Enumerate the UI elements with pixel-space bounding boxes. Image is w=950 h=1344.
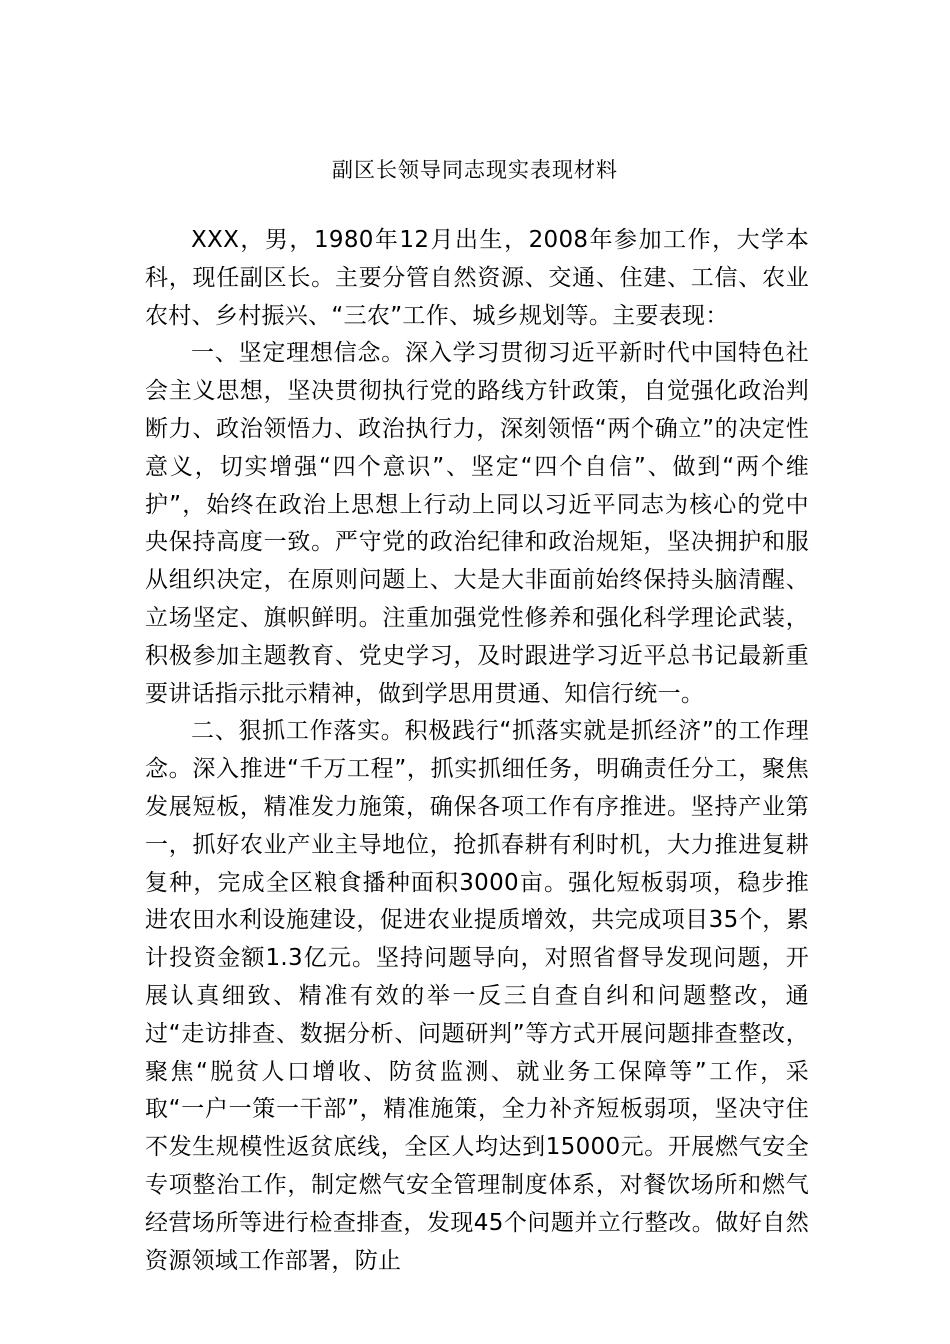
document-body [145, 222, 809, 1280]
paragraph-intro: XXX，男，1980年12月出生，2008年参加工作，大学本科，现任副区长。主要分管自然资源、交通、住建、工信、农业农村、乡村振兴、“三农”工作、城乡规划等。主要表现： [145, 227, 809, 329]
document-title: 副区长领导同志现实表现材料 [332, 158, 618, 182]
paragraph-ideals: 一、坚定理想信念。深入学习贯彻习近平新时代中国特色社会主义思想，坚决贯彻执行党的路线方针政策，自觉强化政治判断力、政治领悟力、政治执行力，深刻领悟“两个确立”的决定性意义，切实增强“四个意识”、坚定“四个自信”、做到“两个维护”，始终在政治上思想上行动上同以习近平同志为核心的党中央保持高度一致。严守党的政治纪律和政治规矩，坚决拥护和服从组织决定，在原则问题上、大是大非面前始终保持头脑清醒、立场坚定、旗帜鲜明。注重加强党性修养和强化科学理论武装，积极参加主题教育、党史学习，及时跟进学习近平总书记最新重要讲话指示批示精神，做到学思用贯通、知信行统一。 [145, 340, 809, 707]
paragraph-work: 二、狠抓工作落实。积极践行“抓落实就是抓经济”的工作理念。深入推进“千万工程”，抓实抓细任务，明确责任分工，聚焦发展短板，精准发力施策，确保各项工作有序推进。坚持产业第一，抓好农业产业主导地位，抢抓春耕有利时机，大力推进复耕复种，完成全区粮食播种面积3000亩。强化短板弱项，稳步推进农田水利设施建设，促进农业提质增效，共完成项目35个，累计投资金额1.3亿元。坚持问题导向，对照省督导发现问题，开展认真细致、精准有效的举一反三自查自纠和问题整改，通过“走访排查、数据分析、问题研判”等方式开展问题排查整改，聚焦“脱贫人口增收、防贫监测、就业务工保障等”工作，采取“一户一策一干部”，精准施策，全力补齐短板弱项，坚决守住不发生规模性返贫底线，全区人均达到15000元。开展燃气安全专项整治工作，制定燃气安全管理制度体系，对餐饮场所和燃气经营场所等进行检查排查，发现45个问题并立行整改。做好自然资源领域工作部署，防止 [145, 718, 809, 1274]
